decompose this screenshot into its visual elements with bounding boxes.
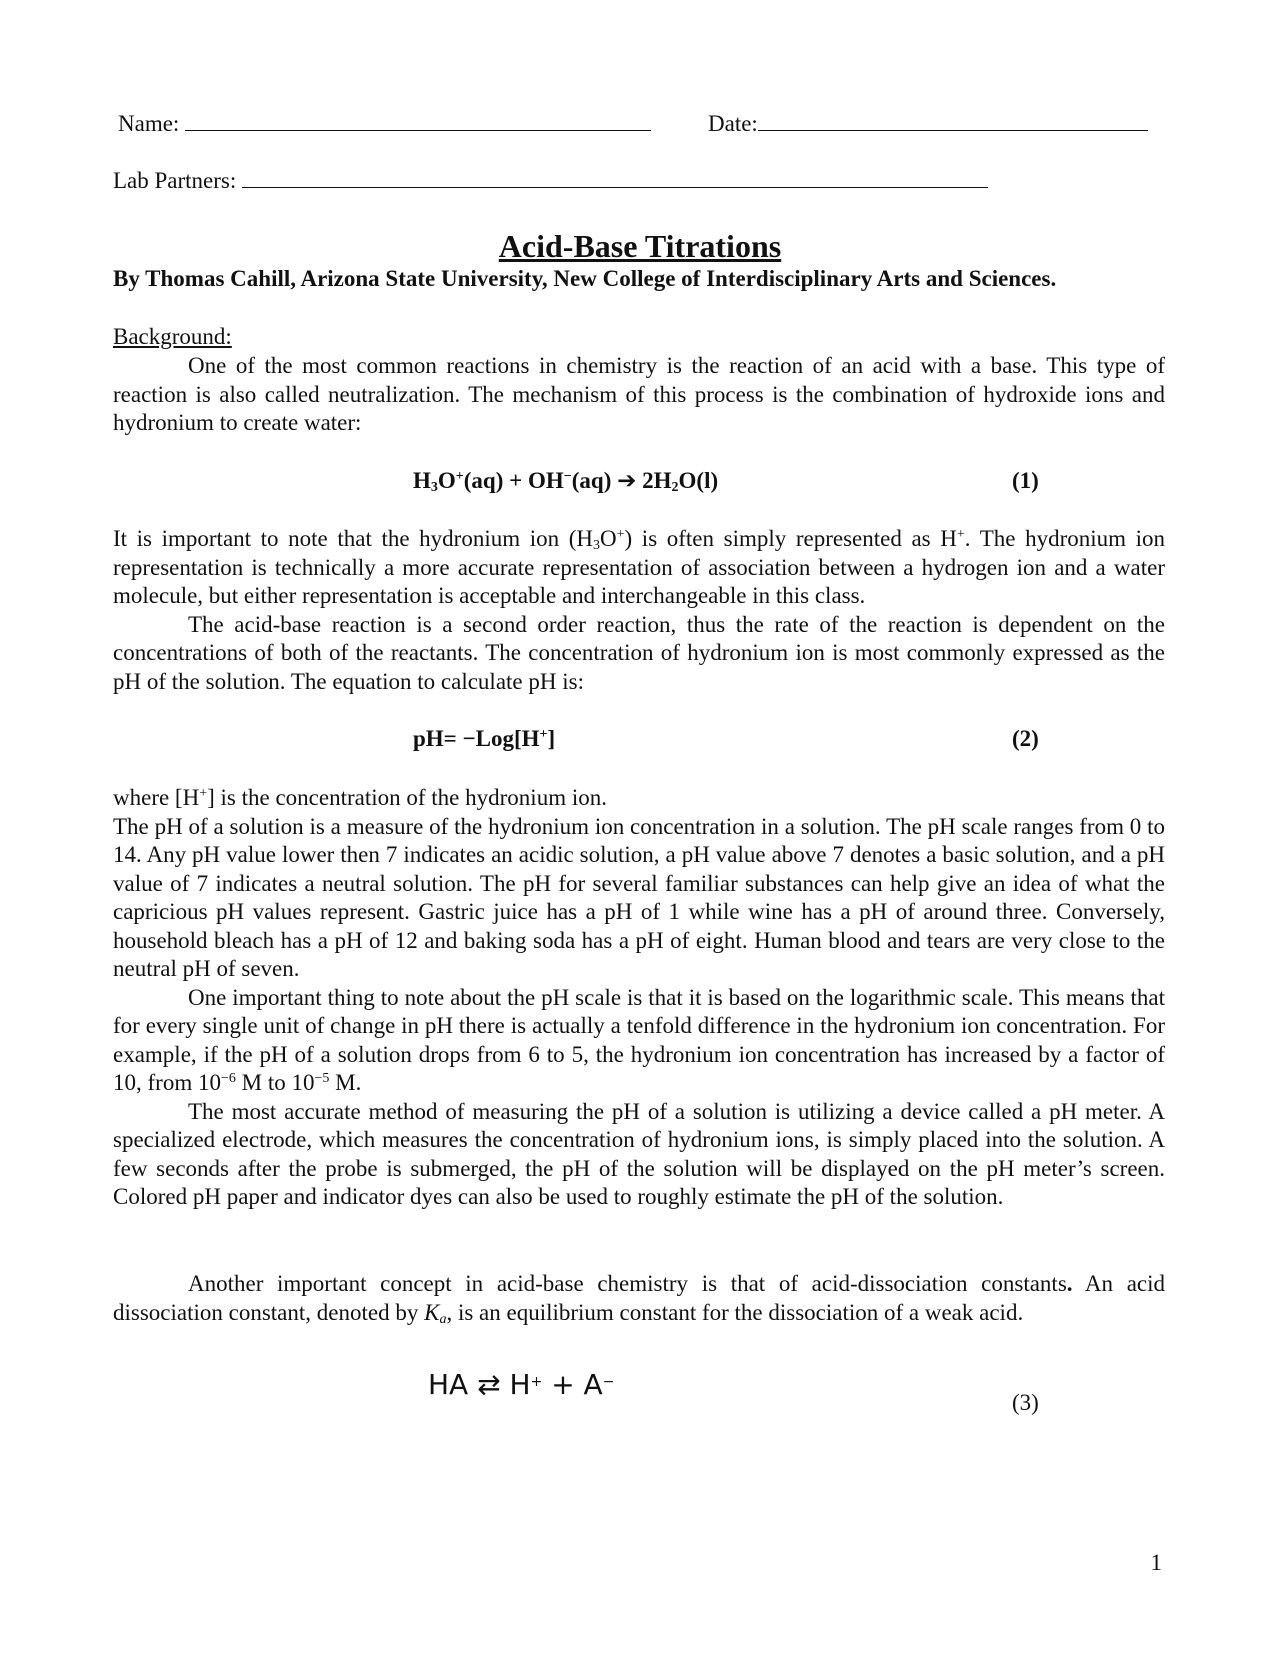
paragraph-2 [113, 525, 1165, 696]
equation-2-number: (2) [1012, 726, 1039, 751]
paragraph-3: The acid-base reaction is a second order reaction, thus the rate of the reaction is dependent on the concentrations of both of the reactants. The concentration of hydronium ion is most commonly expressed as the pH of the solution. The equation to calculate pH is: [113, 611, 1165, 694]
lab-partners-field [113, 167, 988, 195]
reaction-arrow-icon: ➔ [617, 468, 637, 494]
paragraph-1: One of the most common reactions in chemistry is the reaction of an acid with a base. This type of reaction is also called neutralization. The mechanism of this process is the combination of hydroxide ions and hydronium to create water: [113, 353, 1165, 435]
page-number: 1 [1150, 1550, 1162, 1575]
equation-3-number: (3) [1012, 1390, 1039, 1415]
lab-partners-label: Lab Partners: [113, 168, 237, 193]
name-label: Name: [118, 111, 180, 136]
date-label: Date: [708, 111, 758, 136]
equation-1: $H_3O^+(aq) + OH^-(aq)$ ➔ $2H_2O(l)$ [413, 468, 719, 495]
date-blank [758, 110, 1148, 131]
lab-partners-blank [242, 167, 988, 188]
background-heading: Background: [113, 324, 232, 349]
byline: By Thomas Cahill, Arizona State University, New College of Interdisciplinary Arts and Sciences. [113, 266, 1057, 291]
paragraph-5: The pH of a solution is a measure of the hydronium ion concentration in a solution. The pH scale ranges from 0 to 14. Any pH value lower then 7 indicates an acidic solution, a pH value above 7 denotes a basic solution, and a pH value of 7 indicates a neutral solution. The pH for several familiar substances can help give an idea of what the capricious pH values represent. Gastric juice has a pH of 1 while wine has a pH of around three. Conversely, household bleach has a pH of 12 and baking soda has a pH of eight. Human blood and tears are very close to the neutral pH of seven. [113, 813, 1165, 981]
name-blank [185, 110, 651, 131]
paragraph-8: Another important concept in acid-base chemistry is that of acid-dissociation constants. An acid dissociation constant, denoted by $K_a$, is an equilibrium constant for the dissociation of a weak acid. [113, 1271, 1165, 1327]
equilibrium-arrow-icon: ⇄ [477, 1368, 501, 1401]
equation-1-number: (1) [1012, 468, 1039, 493]
document-title: Acid-Base Titrations [498, 228, 782, 264]
equation-3: HA ⇄ H+ + A− [428, 1368, 615, 1401]
paragraph-4: where [H+] is the concentration of the hydronium ion. The pH of a solution is a measure of the hydronium ion concentration in a solution. The pH scale ranges from 0 to 14. Any pH value lower then 7 indicates an acidic solution, a pH value above 7 denotes a basic solution, and a pH value of 7 indicates a neutral solution. The pH for several familiar substances can help give an idea of what the capricious pH values represent. Gastric juice has a pH of 1 while wine has a pH of around three. Conversely, household bleach has a pH of 12 and baking soda has a pH of eight. Human blood and tears are very close to the neutral pH of seven. One important thing to note about the pH scale is that it is based on the logarithmic scale. This means that for every single unit of change in pH there is actually a tenfold difference in the hydronium ion concentration. For example, if the pH of a solution drops from 6 to 5, the hydronium ion concentration has increased by a factor of 10, from $10^{-6}$ M to $10^{-5}$ M. The most accurate method of measuring the pH of a solution is utilizing a device called a pH meter. A specialized electrode, which measures the concentration of hydronium ions, is simply placed into the solution. A few seconds after the probe is submerged, the pH of the solution will be displayed on the pH meter’s screen. Colored pH paper and indicator dyes can also be used to roughly estimate the pH of the solution. [113, 784, 1165, 1212]
paragraph-6: One important thing to note about the pH scale is that it is based on the logarithmic scale. This means that for every single unit of change in pH there is actually a tenfold difference in the hydronium ion concentration. For example, if the pH of a solution drops from 6 to 5, the hydronium ion concentration has increased by a factor of 10, from $10^{-6}$ M to $10^{-5}$ M. [113, 984, 1165, 1095]
hydronium-note: It is important to note that the hydronium ion $(H_3O^+)$ is often simply represented as H+. The hydronium ion representation is technically a more accurate representation of association between a hydrogen ion and a water molecule, but either representation is acceptable and interchangeable in this class. [113, 526, 1166, 608]
name-field [118, 110, 651, 138]
equation-2: pH= −Log[H+] [413, 726, 556, 751]
date-field [708, 110, 1148, 138]
paragraph-7: The most accurate method of measuring the pH of a solution is utilizing a device called a pH meter. A specialized electrode, which measures the concentration of hydronium ions, is simply placed into the solution. A few seconds after the probe is submerged, the pH of the solution will be displayed on the pH meter’s screen. Colored pH paper and indicator dyes can also be used to roughly estimate the pH of the solution. [113, 1098, 1165, 1209]
